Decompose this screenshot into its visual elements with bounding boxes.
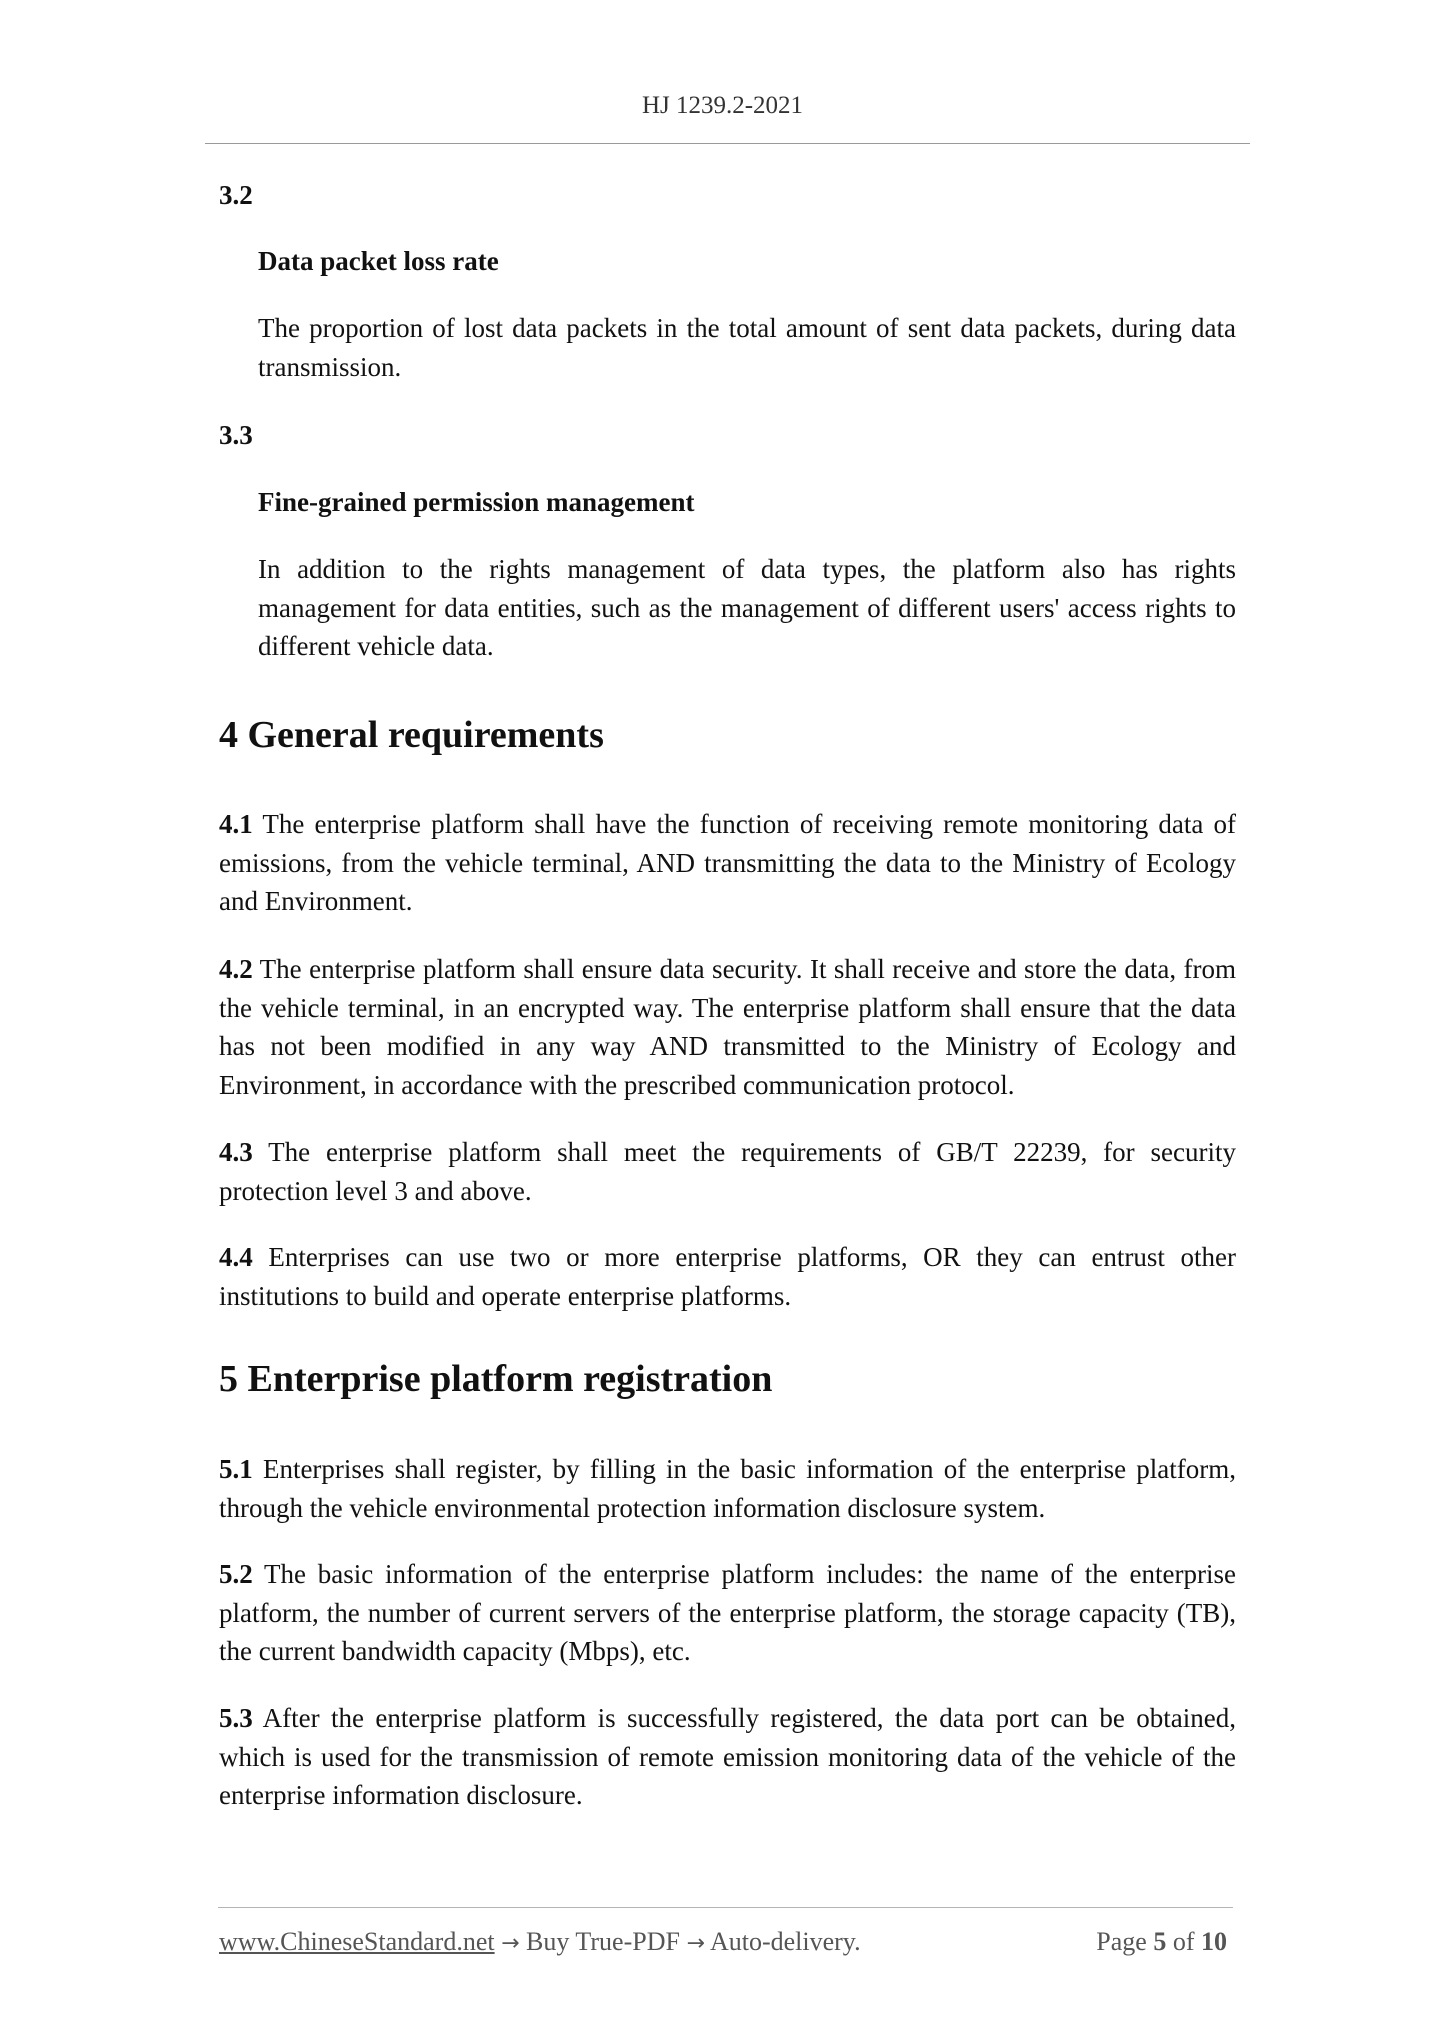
clause-4-1 <box>219 805 1236 921</box>
clause-number: 4.3 <box>219 1137 253 1167</box>
document-header: HJ 1239.2-2021 <box>641 92 804 119</box>
clause-4-4 <box>219 1238 1236 1315</box>
clause-4-2 <box>219 950 1236 1104</box>
header-divider <box>205 143 1250 144</box>
clause-number: 5.1 <box>219 1454 253 1484</box>
section-heading-4: 4 General requirements <box>219 714 604 756</box>
page-indicator <box>1096 1927 1227 1957</box>
clause-5-2 <box>219 1555 1236 1671</box>
buy-true-pdf-text: Buy True-PDF <box>526 1927 680 1956</box>
term-title-3-3: Fine-grained permission management <box>258 487 695 517</box>
section-heading-5: 5 Enterprise platform registration <box>219 1358 773 1400</box>
term-definition-3-3: In addition to the rights management of data types, the platform also has rights management for data entities, such as the management of different users' access rights to different vehicle data. <box>258 554 1236 661</box>
clause-text: Enterprises shall register, by filling in the basic information of the enterprise platform, through the vehicle environmental protection information disclosure system. <box>219 1454 1236 1523</box>
clause-5-3 <box>219 1699 1236 1815</box>
clause-number: 4.2 <box>219 954 253 984</box>
auto-delivery-text: Auto-delivery. <box>709 1927 861 1956</box>
clause-number: 5.3 <box>219 1703 253 1733</box>
clause-4-3 <box>219 1133 1236 1210</box>
clause-text: The enterprise platform shall have the function of receiving remote monitoring data of emissions, from the vehicle terminal, AND transmitting the data to the Ministry of Ecology and Environment. <box>219 809 1236 916</box>
clause-text: After the enterprise platform is successfully registered, the data port can be obtained, which is used for the transmission of remote emission monitoring data of the vehicle of the enterprise information disclosure. <box>219 1703 1236 1810</box>
term-definition-3-2: The proportion of lost data packets in the total amount of sent data packets, during data transmission. <box>258 313 1236 382</box>
page-of-label: of <box>1172 1927 1195 1956</box>
clause-number: 4.1 <box>219 809 253 839</box>
clause-text: The enterprise platform shall ensure data security. It shall receive and store the data, from the vehicle terminal, in an encrypted way. The enterprise platform shall ensure that the data has not been modified in any way AND transmitted to the Ministry of Ecology and Environment, in accordance with the prescribed communication protocol. <box>219 954 1236 1100</box>
term-title-3-2: Data packet loss rate <box>258 246 499 276</box>
arrow-right-icon: → <box>686 1931 705 1956</box>
page-current: 5 <box>1153 1927 1167 1956</box>
clause-5-1 <box>219 1450 1236 1527</box>
footer-promo <box>219 1927 861 1957</box>
footer-divider <box>218 1907 1233 1908</box>
clause-number: 4.4 <box>219 1242 253 1272</box>
arrow-right-icon: → <box>501 1931 520 1956</box>
term-number-3-2: 3.2 <box>219 180 253 210</box>
clause-number: 5.2 <box>219 1559 253 1589</box>
clause-text: The basic information of the enterprise platform includes: the name of the enterprise platform, the number of current servers of the enterprise platform, the storage capacity (TB), the current bandwidth capacity (Mbps), etc. <box>219 1559 1236 1666</box>
clause-text: Enterprises can use two or more enterprise platforms, OR they can entrust other institutions to build and operate enterprise platforms. <box>219 1242 1236 1311</box>
page-label: Page <box>1096 1927 1147 1956</box>
clause-text: The enterprise platform shall meet the requirements of GB/T 22239, for security protection level 3 and above. <box>219 1137 1236 1206</box>
site-link[interactable]: www.ChineseStandard.net <box>219 1927 495 1956</box>
page-total: 10 <box>1201 1927 1227 1956</box>
term-number-3-3: 3.3 <box>219 420 253 450</box>
